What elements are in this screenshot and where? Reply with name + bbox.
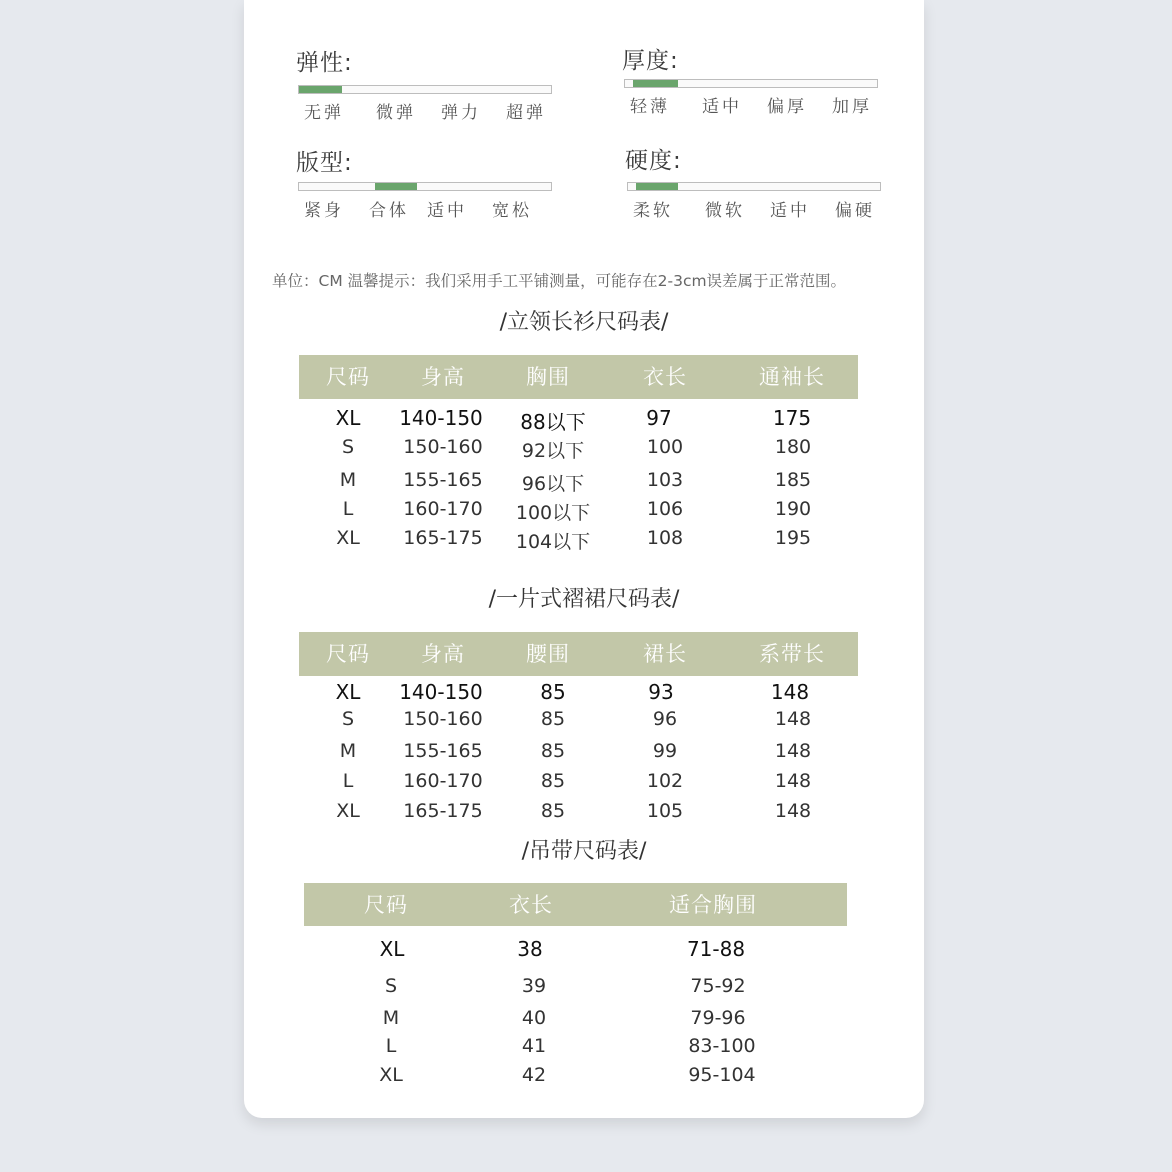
table-cell: S	[341, 436, 355, 458]
table-cell: 175	[772, 406, 812, 430]
scale-label: 合体	[369, 201, 409, 221]
table-cell: XL	[379, 937, 405, 961]
scale-label: 适中	[427, 201, 467, 221]
scale-label: 偏硬	[835, 201, 875, 221]
table-header	[304, 883, 847, 926]
table-cell: 85	[540, 800, 566, 822]
table-cell: 39	[521, 975, 547, 997]
table-cell: 100以下	[515, 502, 591, 524]
header-cell: 衣长	[509, 893, 553, 917]
scale-label: 超弹	[506, 103, 546, 123]
table-cell: 41	[521, 1035, 547, 1057]
elasticity-bar-fill	[299, 86, 342, 93]
thickness-bar-fill	[633, 80, 678, 87]
hardness-bar-fill	[636, 183, 679, 190]
scale-label: 柔软	[633, 201, 673, 221]
hardness-bar	[627, 182, 881, 191]
table-cell: 95-104	[688, 1064, 756, 1086]
table-cell: 96	[652, 708, 678, 730]
table-cell: 102	[646, 770, 684, 792]
table-cell: XL	[379, 1064, 403, 1086]
table-cell: 79-96	[690, 1007, 746, 1029]
header-cell: 通袖长	[759, 365, 825, 389]
header-cell: 系带长	[759, 642, 825, 666]
table-cell: 160-170	[403, 770, 483, 792]
table-cell: 155-165	[403, 469, 483, 491]
header-cell: 适合胸围	[669, 893, 757, 917]
table-cell: 38	[517, 937, 543, 961]
table-cell: XL	[336, 527, 360, 549]
attr-hardness	[625, 142, 682, 175]
table-cell: 190	[774, 498, 812, 520]
table-cell: 75-92	[690, 975, 746, 997]
table-title: /一片式褶裙尺码表/	[488, 587, 680, 612]
attr-title: 硬度:	[625, 148, 682, 174]
table-cell: 160-170	[403, 498, 483, 520]
table-cell: L	[385, 1035, 397, 1057]
table-cell: 92以下	[521, 440, 585, 462]
scale-label: 微软	[705, 201, 745, 221]
header-cell: 身高	[421, 365, 465, 389]
fit-scale	[304, 196, 554, 220]
table-cell: S	[341, 708, 355, 730]
table-cell: 99	[652, 740, 678, 762]
table-cell: 96以下	[521, 473, 585, 495]
attr-fit	[296, 144, 353, 177]
attr-title: 版型:	[296, 150, 353, 176]
thickness-bar	[624, 79, 878, 88]
header-cell: 尺码	[326, 642, 370, 666]
elasticity-bar	[298, 85, 552, 94]
table-cell: 148	[774, 740, 812, 762]
header-cell: 腰围	[526, 642, 570, 666]
table-cell: M	[382, 1007, 400, 1029]
table-cell: 180	[774, 436, 812, 458]
scale-label: 宽松	[492, 201, 532, 221]
table-title: /立领长衫尺码表/	[499, 310, 669, 335]
table-cell: 106	[646, 498, 684, 520]
scale-label: 加厚	[832, 97, 872, 117]
table-header	[299, 632, 858, 676]
table-title: /吊带尺码表/	[521, 839, 647, 864]
table-cell: 97	[646, 406, 672, 430]
scale-label: 适中	[702, 97, 742, 117]
attr-title: 厚度:	[622, 48, 679, 74]
scale-label: 偏厚	[767, 97, 807, 117]
thickness-scale	[630, 92, 880, 116]
table-cell: XL	[335, 406, 361, 430]
table-cell: 103	[646, 469, 684, 491]
scale-label: 弹力	[441, 103, 481, 123]
table-cell: 140-150	[399, 680, 483, 704]
header-cell: 身高	[421, 642, 465, 666]
fit-bar-fill	[375, 183, 418, 190]
table-cell: 140-150	[399, 406, 483, 430]
header-cell: 胸围	[526, 365, 570, 389]
table-cell: 165-175	[403, 800, 483, 822]
table-cell: 85	[540, 740, 566, 762]
table-cell: M	[339, 740, 357, 762]
table-cell: 85	[540, 680, 566, 704]
scale-label: 无弹	[304, 103, 344, 123]
table-header	[299, 355, 858, 399]
header-cell: 尺码	[326, 365, 370, 389]
table-cell: 165-175	[403, 527, 483, 549]
table-cell: 40	[521, 1007, 547, 1029]
scale-label: 微弹	[376, 103, 416, 123]
scale-label: 适中	[770, 201, 810, 221]
table-cell: 71-88	[686, 937, 746, 961]
table-cell: 93	[648, 680, 674, 704]
scale-label: 轻薄	[630, 97, 670, 117]
table-cell: L	[342, 770, 354, 792]
table-cell: 88以下	[520, 410, 586, 434]
table-cell: 105	[646, 800, 684, 822]
table-cell: 104以下	[515, 531, 591, 553]
attr-elasticity	[296, 44, 353, 77]
fit-bar	[298, 182, 552, 191]
table-cell: 148	[774, 708, 812, 730]
header-cell: 尺码	[364, 893, 408, 917]
table-cell: 100	[646, 436, 684, 458]
attr-title: 弹性:	[296, 50, 353, 76]
header-cell: 衣长	[643, 365, 687, 389]
table-cell: 155-165	[403, 740, 483, 762]
table-cell: 148	[774, 770, 812, 792]
table-cell: 150-160	[403, 708, 483, 730]
table-cell: XL	[335, 680, 361, 704]
table-cell: L	[342, 498, 354, 520]
table-cell: 150-160	[403, 436, 483, 458]
table-cell: 42	[521, 1064, 547, 1086]
table-cell: 83-100	[688, 1035, 756, 1057]
table-cell: 108	[646, 527, 684, 549]
hardness-scale	[633, 196, 883, 220]
header-cell: 裙长	[643, 642, 687, 666]
table-cell: 148	[774, 800, 812, 822]
table-cell: XL	[336, 800, 360, 822]
elasticity-scale	[304, 98, 554, 122]
table-cell: 85	[540, 770, 566, 792]
table-cell: 185	[774, 469, 812, 491]
table-cell: 85	[540, 708, 566, 730]
table-cell: M	[339, 469, 357, 491]
measurement-note: 单位：CM 温馨提示：我们采用手工平铺测量，可能存在2-3cm误差属于正常范围。	[272, 272, 847, 290]
attr-thickness	[622, 42, 679, 75]
table-cell: S	[384, 975, 398, 997]
table-cell: 148	[770, 680, 810, 704]
scale-label: 紧身	[304, 201, 344, 221]
table-cell: 195	[774, 527, 812, 549]
